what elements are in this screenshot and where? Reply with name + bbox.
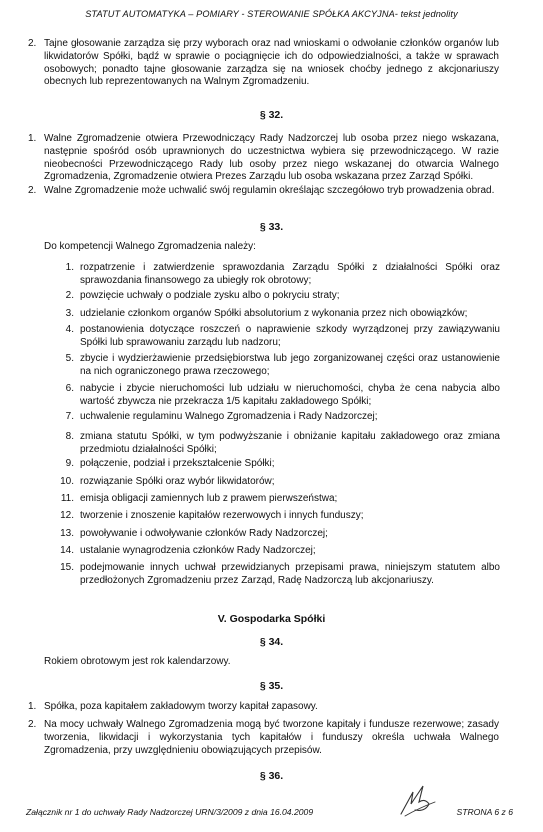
list-item <box>65 324 500 350</box>
item-number: 7. <box>65 411 74 422</box>
list-item <box>60 545 500 558</box>
handwritten-signature <box>395 780 445 820</box>
list-item <box>60 562 500 588</box>
item-text: Na mocy uchwały Walnego Zgromadzenia mogą być tworzone kapitały i fundusze rezerwowe; zasady tworzenia, likwidacji i wykorzystania tych kapitałów i funduszy określa uchwała Walnego Zgromadzenia, przy uwzględnieniu obowiązujących przepisów. <box>44 719 499 756</box>
item-number: 1. <box>28 133 37 144</box>
item-number: 2. <box>28 38 37 49</box>
item-number: 4. <box>65 324 74 335</box>
list-item <box>65 411 500 424</box>
list-item <box>60 510 500 523</box>
paragraph-item <box>28 719 499 757</box>
item-number: 6. <box>65 383 74 394</box>
item-number: 8. <box>65 431 74 442</box>
item-number: 1. <box>28 701 37 712</box>
item-number: 2. <box>28 719 37 730</box>
paragraph-item <box>28 185 499 198</box>
list-item <box>65 290 500 303</box>
section-intro: Do kompetencji Walnego Zgromadzenia należy: <box>44 241 256 252</box>
list-item <box>65 431 500 457</box>
section-heading-34: § 34. <box>259 636 284 648</box>
footer-note: Załącznik nr 1 do uchwały Rady Nadzorczej URN/3/2009 z dnia 16.04.2009 <box>26 807 314 817</box>
list-item <box>65 353 500 379</box>
item-number: 10. <box>60 476 74 487</box>
item-text: zbycie i wydzierżawienie przedsiębiorstwa lub jego zorganizowanej części oraz ustanowienie na nich ograniczonego prawa rzeczowego; <box>80 353 500 377</box>
item-number: 15. <box>60 562 74 573</box>
section-text: Rokiem obrotowym jest rok kalendarzowy. <box>44 656 231 667</box>
item-number: 12. <box>60 510 74 521</box>
chapter-title: V. Gospodarka Spółki <box>217 613 326 625</box>
list-item <box>65 262 500 288</box>
paragraph-item <box>28 701 499 714</box>
paragraph-item <box>28 38 499 89</box>
list-item <box>60 476 500 489</box>
item-text: uchwalenie regulaminu Walnego Zgromadzenia i Rady Nadzorczej; <box>80 411 378 422</box>
section-heading-32: § 32. <box>259 109 284 121</box>
item-text: zmiana statutu Spółki, w tym podwyższanie i obniżanie kapitału zakładowego oraz zmiana przedmiotu działalności Spółki; <box>80 431 500 455</box>
list-item <box>65 383 500 409</box>
item-text: emisja obligacji zamiennych lub z prawem pierwszeństwa; <box>80 493 338 504</box>
item-text: ustalanie wynagrodzenia członków Rady Nadzorczej; <box>80 545 316 556</box>
item-text: udzielanie członkom organów Spółki absolutorium z wykonania przez nich obowiązków; <box>80 308 468 319</box>
item-number: 11. <box>60 493 74 504</box>
page-number: STRONA 6 z 6 <box>456 807 513 817</box>
item-number: 2. <box>65 290 74 301</box>
item-number: 9. <box>65 458 74 469</box>
item-number: 2. <box>28 185 37 196</box>
running-header: STATUT AUTOMATYKA – POMIARY - STEROWANIE SPÓŁKA AKCYJNA- tekst jednolity <box>85 9 458 19</box>
item-text: Walne Zgromadzenie może uchwalić swój regulamin określając szczegółowo tryb prowadzenia obrad. <box>44 185 495 196</box>
item-text: podejmowanie innych uchwał przewidzianych przepisami prawa, niniejszym statutem albo przedłożonych Zgromadzeniu przez Zarząd, Radę Nadzorczą lub akcjonariuszy. <box>80 562 500 586</box>
item-number: 3. <box>65 308 74 319</box>
item-number: 5. <box>65 353 74 364</box>
item-text: tworzenie i znoszenie kapitałów rezerwowych i innych funduszy; <box>80 510 364 521</box>
item-text: nabycie i zbycie nieruchomości lub udziału w nieruchomości, chyba że cena nabycia albo wartość zbywcza nie przekracza 1/5 kapitału zakładowego Spółki; <box>80 383 500 407</box>
list-item <box>60 493 500 506</box>
item-number: 14. <box>60 545 74 556</box>
paragraph-item <box>28 133 499 184</box>
list-item <box>65 308 500 321</box>
item-text: rozpatrzenie i zatwierdzenie sprawozdania Zarządu Spółki z działalności Spółki oraz sprawozdania finansowego za ubiegły rok obrotowy; <box>80 262 500 286</box>
item-text: Tajne głosowanie zarządza się przy wyborach oraz nad wnioskami o odwołanie członków organów lub likwidatorów Spółki, bądź w sprawie o pociągnięcie ich do odpowiedzialności, a także w sprawach osobowych; ponadto tajne głosowanie zarządza się na wniosek choćby jednego z akcjonariuszy obecnych lub reprezentowanych na Walnym Zgromadzeniu. <box>44 38 499 88</box>
item-number: 1. <box>65 262 74 273</box>
item-text: powzięcie uchwały o podziale zysku albo o pokryciu straty; <box>80 290 340 301</box>
item-text: powoływanie i odwoływanie członków Rady Nadzorczej; <box>80 528 328 539</box>
section-heading-36: § 36. <box>259 770 284 782</box>
section-heading-33: § 33. <box>259 221 284 233</box>
item-text: postanowienia dotyczące roszczeń o naprawienie szkody wyrządzonej przy zawiązywaniu Spółki lub sprawowaniu zarządu lub nadzoru; <box>80 324 500 348</box>
item-text: połączenie, podział i przekształcenie Spółki; <box>80 458 275 469</box>
item-number: 13. <box>60 528 74 539</box>
list-item <box>60 528 500 541</box>
section-heading-35: § 35. <box>259 680 284 692</box>
item-text: Walne Zgromadzenie otwiera Przewodniczący Rady Nadzorczej lub osoba przez niego wskazana, następnie spośród osób uprawnionych do uczestnictwa wybiera się przewodniczącego. W razie nieobecności Przewodniczącego Rady lub osoby przez niego wskazanej do otwarcia Walnego Zgromadzenia, Zgromadzenie otwiera Prezes Zarządu lub osoba wskazana przez Zarząd Spółki. <box>44 133 499 183</box>
item-text: Spółka, poza kapitałem zakładowym tworzy kapitał zapasowy. <box>44 701 318 712</box>
list-item <box>65 458 500 471</box>
item-text: rozwiązanie Spółki oraz wybór likwidatorów; <box>80 476 275 487</box>
